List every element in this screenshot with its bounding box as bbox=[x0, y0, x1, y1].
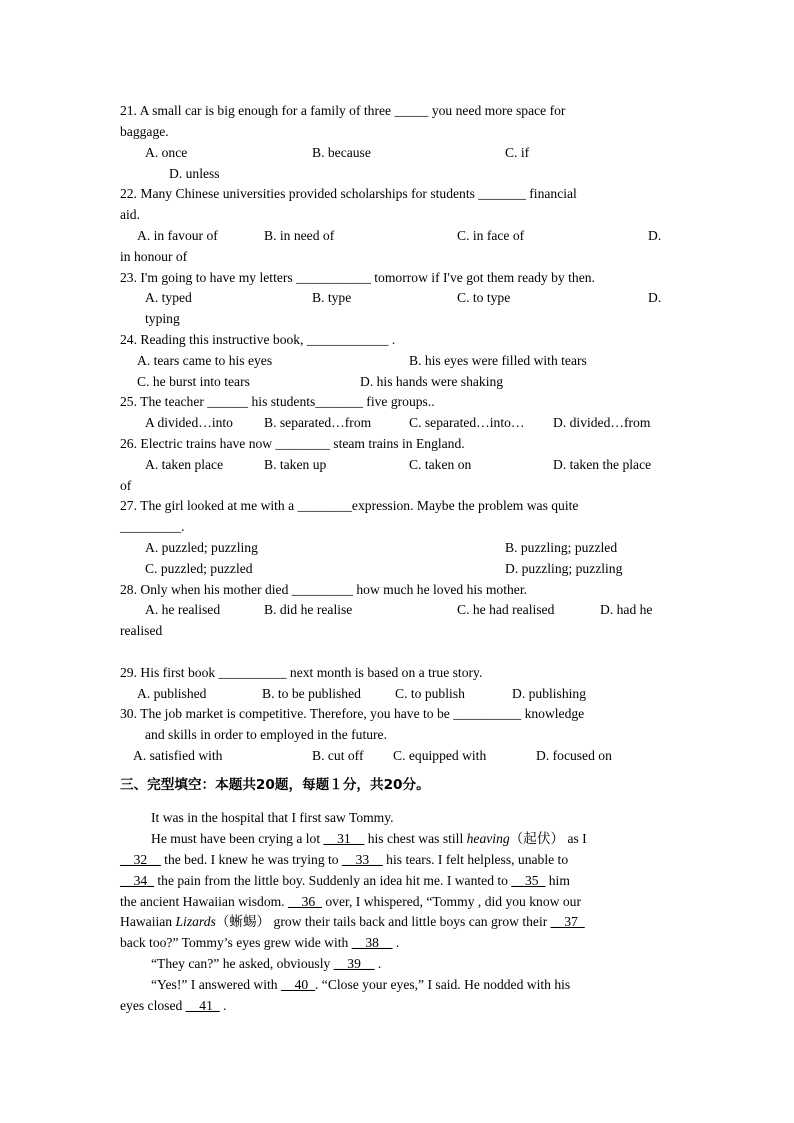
question-23-option-d: D. bbox=[648, 290, 662, 305]
blank-40: __40_ bbox=[281, 977, 315, 992]
question-26-stem: 26. Electric trains have now ________ steam trains in England. bbox=[120, 436, 465, 451]
passage-line-9: “Yes!” I answered with __40_. “Close your eyes,” I said. He nodded with his bbox=[151, 977, 571, 992]
passage-line-10: eyes closed __41_ . bbox=[120, 998, 227, 1013]
blank-38: __38__ bbox=[351, 935, 393, 950]
question-25-option-c: C. separated…into… bbox=[409, 415, 525, 430]
blank-39: __39__ bbox=[333, 956, 375, 971]
question-27-option-c: C. puzzled; puzzled bbox=[145, 561, 253, 576]
question-27-stem: 27. The girl looked at me with a ________expression. Maybe the problem was quite bbox=[120, 498, 579, 513]
question-24-option-b: B. his eyes were filled with tears bbox=[409, 353, 587, 368]
question-22-stem: 22. Many Chinese universities provided scholarships for students _______ financial bbox=[120, 186, 577, 201]
question-21-option-d: D. unless bbox=[169, 166, 220, 181]
passage-line-6: Hawaiian Lizards（蜥蜴） grow their tails back and little boys can grow their __37_ bbox=[120, 914, 585, 929]
question-21-stem: 21. A small car is big enough for a family of three _____ you need more space for bbox=[120, 103, 566, 118]
question-23-option-a: A. typed bbox=[145, 290, 192, 305]
question-23-stem: 23. I'm going to have my letters ___________ tomorrow if I've got them ready by then. bbox=[120, 270, 595, 285]
passage-line-5: the ancient Hawaiian wisdom. __36_ over, I whispered, “Tommy , did you know our bbox=[120, 894, 581, 909]
question-25-option-d: D. divided…from bbox=[553, 415, 651, 430]
question-25-stem: 25. The teacher ______ his students_______ five groups.. bbox=[120, 394, 435, 409]
question-28-stem: 28. Only when his mother died _________ how much he loved his mother. bbox=[120, 582, 528, 597]
section-3-heading: 三、完型填空：本题共20题，每题１分，共20分。 bbox=[120, 777, 430, 793]
passage-line-1: It was in the hospital that I first saw Tommy. bbox=[151, 810, 394, 825]
question-24-option-a: A. tears came to his eyes bbox=[137, 353, 273, 368]
question-22-option-b: B. in need of bbox=[264, 228, 335, 243]
question-22-option-a: A. in favour of bbox=[137, 228, 218, 243]
question-28-option-d: D. had he bbox=[600, 602, 653, 617]
blank-41: __41_ bbox=[185, 998, 220, 1013]
question-21-stem-cont: baggage. bbox=[120, 124, 169, 139]
passage-line-3: __32__ the bed. I knew he was trying to __33__ his tears. I felt helpless, unable to bbox=[120, 852, 569, 867]
passage-line-8: “They can?” he asked, obviously __39__ . bbox=[151, 956, 382, 971]
question-25-option-b: B. separated…from bbox=[264, 415, 372, 430]
question-21-option-b: B. because bbox=[312, 145, 371, 160]
question-28-option-a: A. he realised bbox=[145, 602, 221, 617]
question-28-option-c: C. he had realised bbox=[457, 602, 555, 617]
question-24-stem: 24. Reading this instructive book, ____________ . bbox=[120, 332, 396, 347]
question-26-option-c: C. taken on bbox=[409, 457, 472, 472]
blank-36: __36_ bbox=[287, 894, 322, 909]
question-29-option-d: D. publishing bbox=[512, 686, 587, 701]
question-22-stem-cont: aid. bbox=[120, 207, 141, 222]
blank-33: __33__ bbox=[342, 852, 383, 867]
question-27-option-a: A. puzzled; puzzling bbox=[145, 540, 258, 555]
question-26-option-d-cont: of bbox=[120, 478, 132, 493]
question-21-option-c: C. if bbox=[505, 145, 530, 160]
question-29-option-c: C. to publish bbox=[395, 686, 465, 701]
blank-31: __31__ bbox=[323, 831, 365, 846]
question-30-option-a: A. satisfied with bbox=[133, 748, 223, 763]
passage-line-2: He must have been crying a lot __31__ his chest was still heaving（起伏） as I bbox=[151, 831, 587, 846]
question-30-option-c: C. equipped with bbox=[393, 748, 487, 763]
blank-34: __34_ bbox=[120, 873, 154, 888]
question-29-option-b: B. to be published bbox=[262, 686, 361, 701]
question-22-option-d: D. bbox=[648, 228, 662, 243]
question-29-stem: 29. His first book __________ next month is based on a true story. bbox=[120, 665, 483, 680]
passage-line-4: __34_ the pain from the little boy. Suddenly an idea hit me. I wanted to __35_ him bbox=[120, 873, 570, 888]
question-28-option-b: B. did he realise bbox=[264, 602, 353, 617]
question-21-option-a: A. once bbox=[145, 145, 188, 160]
question-23-option-c: C. to type bbox=[457, 290, 511, 305]
question-30-stem: 30. The job market is competitive. Therefore, you have to be __________ knowledge bbox=[120, 706, 585, 721]
question-30-stem-cont: and skills in order to employed in the future. bbox=[145, 727, 387, 742]
question-27-option-d: D. puzzling; puzzling bbox=[505, 561, 623, 576]
question-23-option-d-cont: typing bbox=[145, 311, 180, 326]
question-26-option-a: A. taken place bbox=[145, 457, 224, 472]
question-27-option-b: B. puzzling; puzzled bbox=[505, 540, 618, 555]
question-22-option-c: C. in face of bbox=[457, 228, 525, 243]
question-24-option-c: C. he burst into tears bbox=[137, 374, 250, 389]
blank-32: __32__ bbox=[120, 852, 161, 867]
passage-line-7: back too?” Tommy’s eyes grew wide with __38__ . bbox=[120, 935, 400, 950]
question-26-option-b: B. taken up bbox=[264, 457, 327, 472]
question-29-option-a: A. published bbox=[137, 686, 207, 701]
blank-37: __37_ bbox=[550, 914, 585, 929]
question-30-option-d: D. focused on bbox=[536, 748, 612, 763]
question-28-option-d-cont: realised bbox=[120, 623, 163, 638]
question-25-option-a: A divided…into bbox=[145, 415, 233, 430]
question-22-option-d-cont: in honour of bbox=[120, 249, 188, 264]
question-23-option-b: B. type bbox=[312, 290, 352, 305]
question-26-option-d: D. taken the place bbox=[553, 457, 652, 472]
blank-35: __35_ bbox=[511, 873, 546, 888]
question-24-option-d: D. his hands were shaking bbox=[360, 374, 504, 389]
question-27-stem-cont: _________. bbox=[120, 519, 185, 534]
question-30-option-b: B. cut off bbox=[312, 748, 364, 763]
